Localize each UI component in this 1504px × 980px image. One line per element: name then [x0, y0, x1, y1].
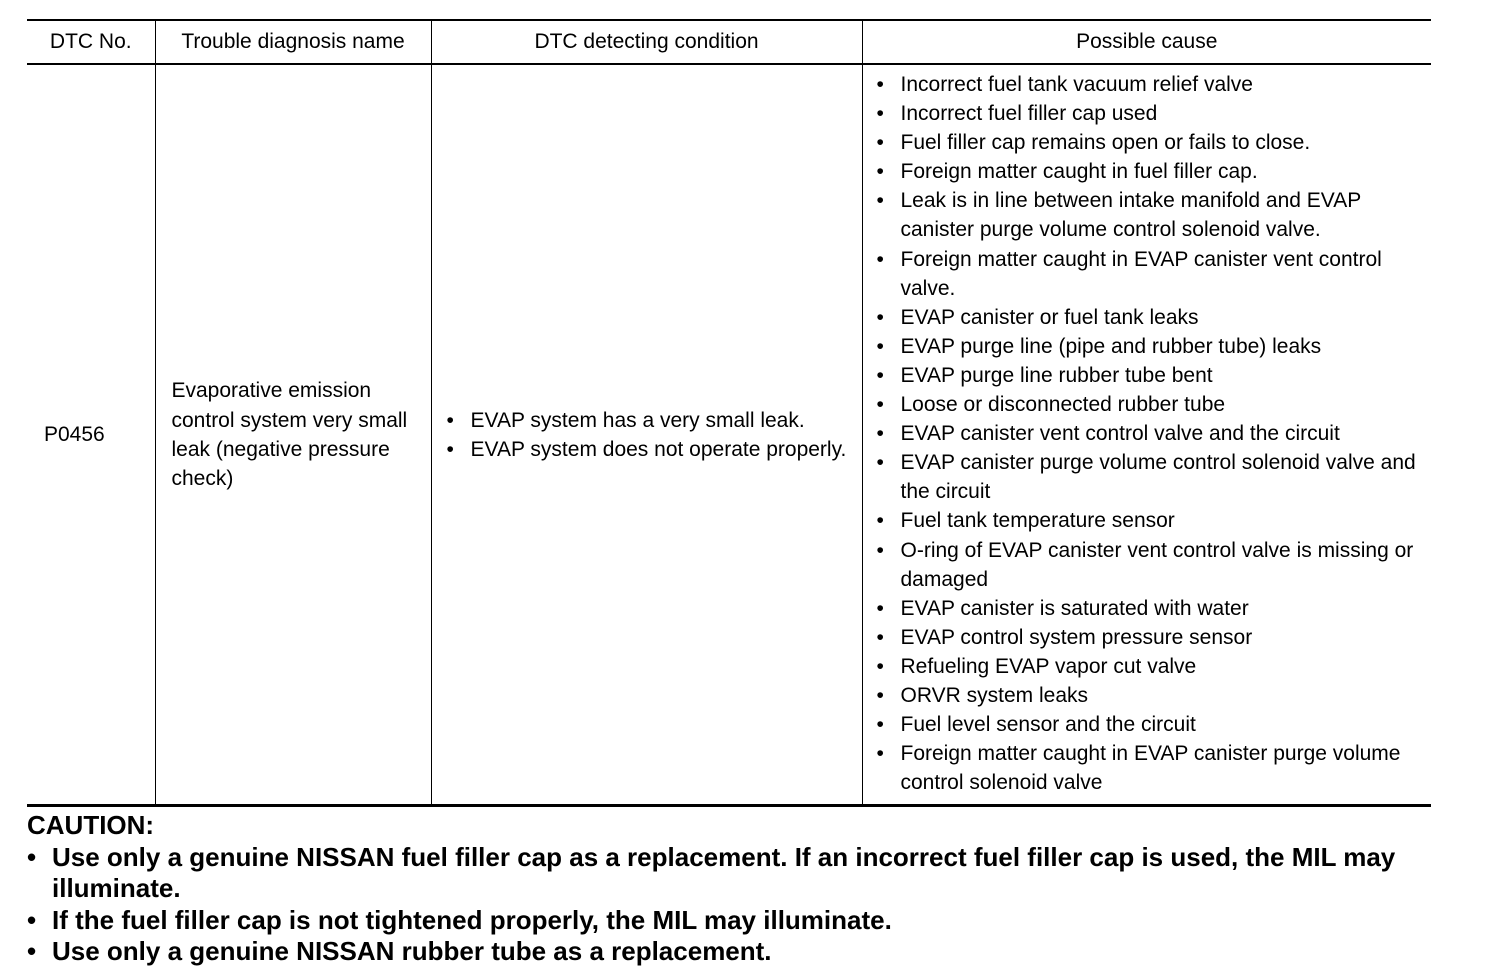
dtc-code: P0456 [44, 423, 105, 447]
cause-item-text: Foreign matter caught in EVAP canister vent control valve. [900, 247, 1382, 300]
cause-item-text: Fuel filler cap remains open or fails to close. [900, 131, 1311, 155]
condition-item-text: EVAP system does not operate properly. [470, 437, 847, 461]
cause-item-text: ORVR system leaks [900, 683, 1088, 707]
table-header [27, 20, 1431, 64]
cause-item-text: Leak is in line between intake manifold and EVAP canister purge volume control solenoid valve. [900, 189, 1361, 242]
bullet-icon: • [876, 742, 884, 766]
trouble-diagnosis-name: Evaporative emission control system very small leak (negative pressure check) [155, 64, 431, 806]
header-dtc-detecting-condition: DTC detecting condition [431, 20, 862, 64]
bullet-icon: • [27, 841, 37, 872]
header-trouble-diagnosis-name: Trouble diagnosis name [155, 20, 431, 64]
cause-item-text: EVAP purge line (pipe and rubber tube) leaks [900, 334, 1322, 358]
caution-item-text: Use only a genuine NISSAN rubber tube as a replacement. [52, 936, 772, 966]
cause-item-text: EVAP control system pressure sensor [900, 625, 1253, 649]
cause-item-text: Incorrect fuel tank vacuum relief valve [900, 73, 1253, 96]
bullet-icon: • [876, 393, 884, 417]
cause-item-text: O-ring of EVAP canister vent control valve is missing or damaged [900, 538, 1414, 591]
bullet-icon: • [876, 363, 884, 387]
bullet-icon: • [27, 904, 37, 935]
cause-item [876, 186, 1426, 244]
caution-item-text: If the fuel filler cap is not tightened properly, the MIL may illuminate. [52, 904, 892, 935]
cause-item-text: Fuel level sensor and the circuit [900, 713, 1196, 737]
cause-item [876, 70, 1426, 99]
bullet-icon: • [876, 160, 884, 184]
bullet-icon: • [876, 538, 884, 562]
cause-item [876, 128, 1426, 157]
cause-item [876, 332, 1426, 361]
bullet-icon: • [876, 683, 884, 707]
cause-item-text: EVAP canister vent control valve and the circuit [900, 422, 1340, 446]
table-row [27, 64, 1431, 806]
condition-item [446, 435, 856, 464]
cause-item [876, 594, 1426, 623]
header-possible-cause: Possible cause [862, 20, 1431, 64]
cause-item-text: EVAP canister is saturated with water [900, 596, 1249, 620]
cause-item [876, 506, 1426, 535]
dtc-table [27, 19, 1431, 807]
cause-item-text: Incorrect fuel filler cap used [900, 102, 1158, 126]
bullet-icon: • [876, 625, 884, 649]
cause-item [876, 245, 1426, 303]
bullet-icon: • [876, 596, 884, 620]
detecting-conditions-cell [431, 64, 862, 806]
bullet-icon: • [876, 713, 884, 737]
cause-item-text: EVAP canister purge volume control solenoid valve and the circuit [900, 451, 1416, 504]
table-body [27, 64, 1431, 806]
bullet-icon: • [27, 936, 37, 966]
caution-item [27, 905, 1467, 937]
cause-item-text: EVAP canister or fuel tank leaks [900, 305, 1199, 329]
header-row [27, 20, 1431, 64]
bullet-icon: • [876, 509, 884, 533]
bullet-icon: • [876, 131, 884, 155]
bullet-icon: • [876, 247, 884, 271]
header-dtc-no: DTC No. [49, 30, 132, 54]
bullet-icon: • [446, 408, 454, 432]
cause-item-text: EVAP purge line rubber tube bent [900, 363, 1213, 387]
bullet-icon: • [876, 73, 884, 96]
detecting-conditions-list [446, 406, 856, 464]
possible-causes-cell [862, 64, 1431, 806]
cause-item [876, 681, 1426, 710]
condition-item-text: EVAP system has a very small leak. [470, 408, 805, 432]
bullet-icon: • [876, 334, 884, 358]
bullet-icon: • [876, 654, 884, 678]
caution-item [27, 936, 1467, 968]
cause-item [876, 623, 1426, 652]
cause-item [876, 390, 1426, 419]
cause-item [876, 710, 1426, 739]
caution-item [27, 842, 1467, 905]
cause-item [876, 739, 1426, 797]
possible-causes-list [876, 70, 1426, 797]
bullet-icon: • [876, 189, 884, 213]
cause-item [876, 536, 1426, 594]
cause-item-text: Fuel tank temperature sensor [900, 509, 1175, 533]
bullet-icon: • [876, 102, 884, 126]
cause-item-text: Refueling EVAP vapor cut valve [900, 654, 1197, 678]
cause-item [876, 652, 1426, 681]
cause-item [876, 419, 1426, 448]
cause-item-text: Loose or disconnected rubber tube [900, 393, 1226, 417]
caution-list [27, 842, 1467, 968]
caution-block [27, 810, 1467, 968]
bullet-icon: • [876, 305, 884, 329]
cause-item-text: Foreign matter caught in fuel filler cap. [900, 160, 1258, 184]
cause-item [876, 99, 1426, 128]
caution-title: CAUTION: [27, 810, 155, 840]
cause-item [876, 361, 1426, 390]
cause-item [876, 448, 1426, 506]
cause-item [876, 303, 1426, 332]
bullet-icon: • [876, 451, 884, 475]
caution-item-text: Use only a genuine NISSAN fuel filler cap as a replacement. If an incorrect fuel filler cap is used, the MIL may illuminate. [52, 841, 1396, 903]
condition-item [446, 406, 856, 435]
cause-item [876, 157, 1426, 186]
cause-item-text: Foreign matter caught in EVAP canister purge volume control solenoid valve [900, 742, 1401, 795]
bullet-icon: • [876, 422, 884, 446]
bullet-icon: • [446, 437, 454, 461]
